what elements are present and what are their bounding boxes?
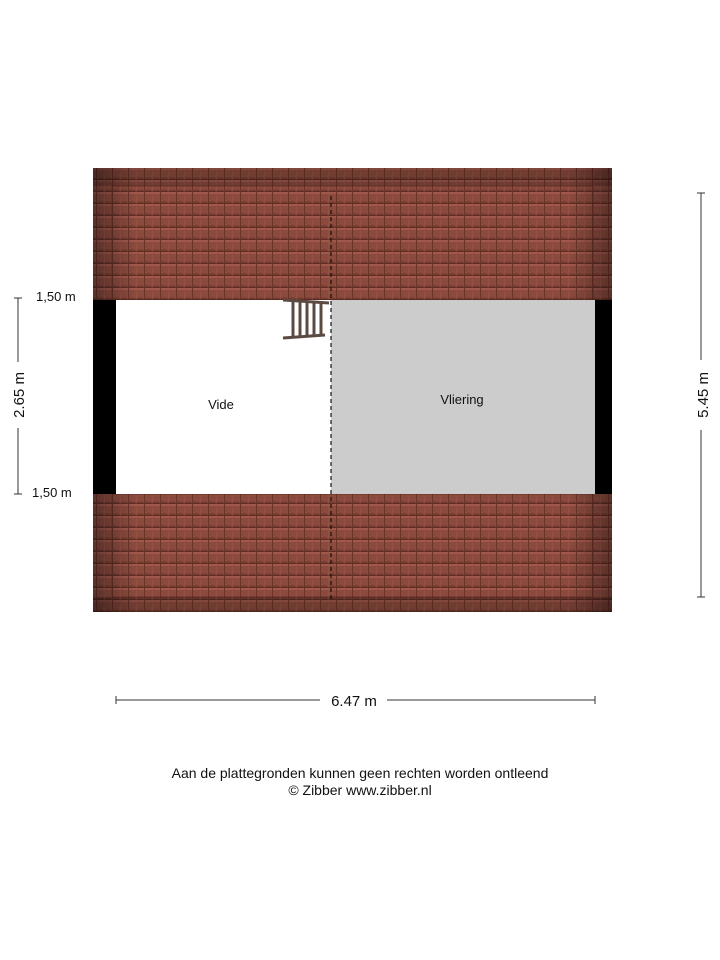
dimension-label-inner-height: 2.65 m <box>11 372 28 418</box>
roof-bottom <box>93 494 612 612</box>
copyright-text: © Zibber www.zibber.nl <box>288 782 432 798</box>
wall-left <box>93 300 116 494</box>
dimension-label-lower-knee: 1,50 m <box>32 485 72 500</box>
room-label-vliering: Vliering <box>440 392 484 407</box>
dimension-label-upper-knee: 1,50 m <box>36 289 76 304</box>
dimension-label-width: 6.47 m <box>331 693 377 710</box>
room-label-vide: Vide <box>208 397 234 412</box>
wall-right <box>595 300 612 494</box>
roof-top <box>93 168 612 300</box>
footer <box>0 765 720 799</box>
disclaimer-text: Aan de plattegronden kunnen geen rechten worden ontleend <box>171 765 549 781</box>
dimension-label-depth: 5.45 m <box>695 372 712 418</box>
